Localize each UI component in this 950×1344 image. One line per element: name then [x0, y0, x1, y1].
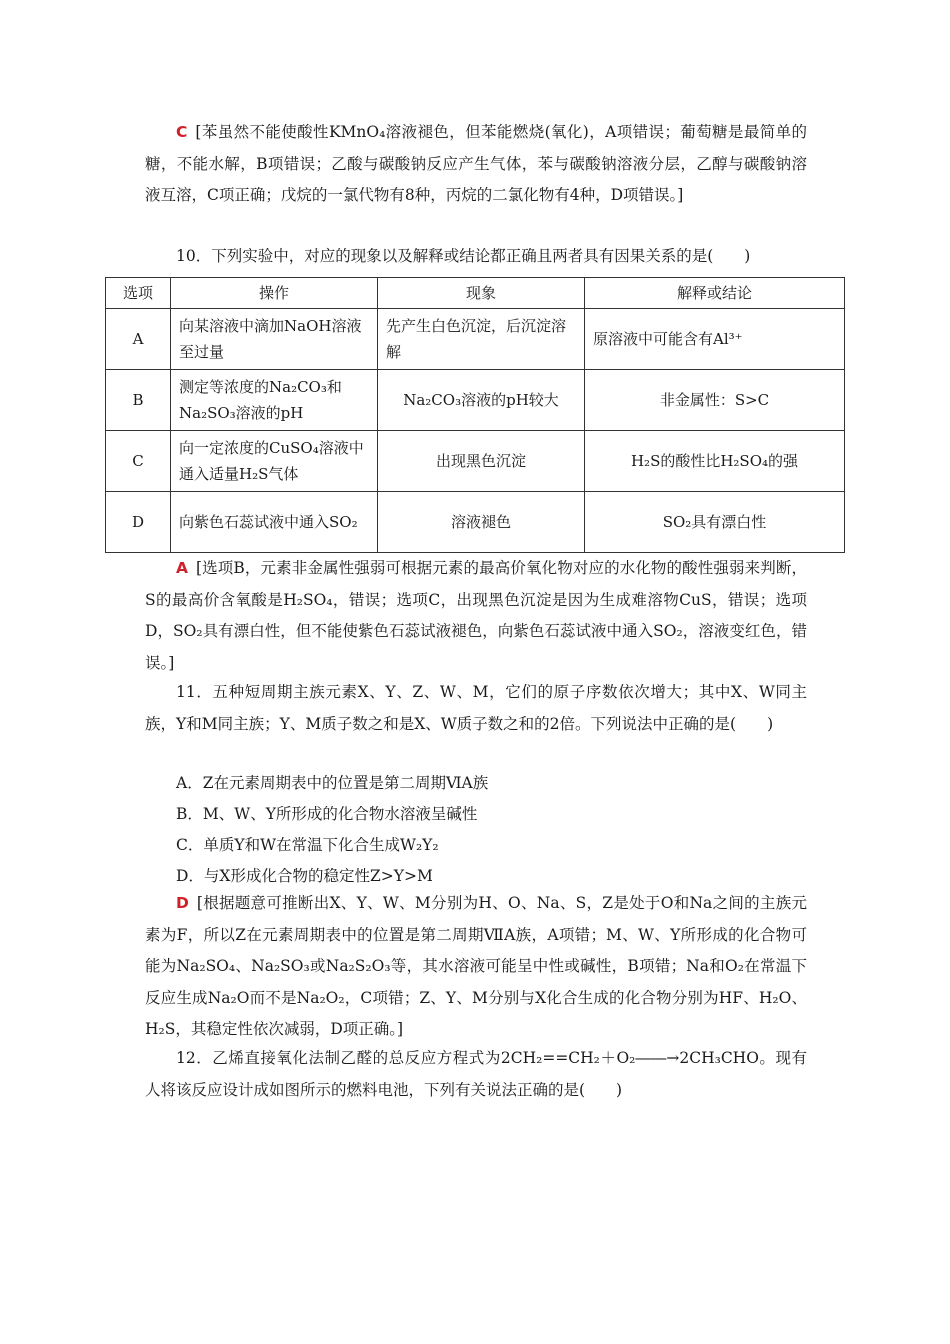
- q9-explanation: [145, 117, 807, 212]
- cell-operation: 向某溶液中滴加NaOH溶液至过量: [171, 309, 378, 370]
- explanation-text: [根据题意可推断出X、Y、W、M分别为H、O、Na、S，Z是处于O和Na之间的主族元素为F，所以Z在元素周期表中的位置是第二周期ⅦA族，A项错；M、W、Y所形成的化合物可能为Na₂SO₄、Na₂SO₃或Na₂S₂O₃等，其水溶液可能呈中性或碱性，B项错；Na和O₂在常温下反应生成Na₂O而不是Na₂O₂，C项错；Z、Y、M分别与X化合生成的化合物分别为HF、H₂O、H₂S，其稳定性依次减弱，D项正确。]: [145, 894, 807, 1038]
- q10-stem: 10．下列实验中，对应的现象以及解释或结论都正确且两者具有因果关系的是( ): [176, 247, 751, 265]
- header-option: 选项: [106, 278, 171, 309]
- cell-phenomenon: 出现黑色沉淀: [378, 431, 585, 492]
- q10-explanation: [145, 553, 807, 679]
- cell-option: D: [106, 492, 171, 553]
- cell-conclusion: SO₂具有漂白性: [585, 492, 845, 553]
- option-a: A．Z在元素周期表中的位置是第二周期ⅥA族: [176, 774, 489, 792]
- cell-phenomenon: 溶液褪色: [378, 492, 585, 553]
- cell-phenomenon: Na₂CO₃溶液的pH较大: [378, 370, 585, 431]
- explanation-text: [苯虽然不能使酸性KMnO₄溶液褪色，但苯能燃烧(氧化)，A项错误；葡萄糖是最简单的糖，不能水解，B项错误；乙酸与碳酸钠反应产生气体，苯与碳酸钠溶液分层，乙醇与碳酸钠溶液互溶，C项正确；戊烷的一氯代物有8种，丙烷的二氯化物有4种，D项错误。]: [145, 123, 807, 204]
- cell-conclusion: 原溶液中可能含有Al³⁺: [585, 309, 845, 370]
- header-phenomenon: 现象: [378, 278, 585, 309]
- table-row: [106, 492, 845, 553]
- answer-letter: A: [176, 559, 188, 577]
- table-row: [106, 309, 845, 370]
- cell-conclusion: H₂S的酸性比H₂SO₄的强: [585, 431, 845, 492]
- answer-letter: D: [176, 894, 189, 912]
- cell-option: A: [106, 309, 171, 370]
- option-c: C．单质Y和W在常温下化合生成W₂Y₂: [176, 836, 439, 854]
- option-b: B．M、W、Y所形成的化合物水溶液呈碱性: [176, 805, 478, 823]
- header-conclusion: 解释或结论: [585, 278, 845, 309]
- table-header-row: [106, 278, 845, 309]
- table-row: [106, 431, 845, 492]
- cell-option: C: [106, 431, 171, 492]
- cell-operation: 测定等浓度的Na₂CO₃和Na₂SO₃溶液的pH: [171, 370, 378, 431]
- q11-explanation: [145, 888, 807, 1046]
- cell-operation: 向一定浓度的CuSO₄溶液中通入适量H₂S气体: [171, 431, 378, 492]
- cell-conclusion: 非金属性：S>C: [585, 370, 845, 431]
- q12-stem: 12．乙烯直接氧化法制乙醛的总反应方程式为2CH₂==CH₂＋O₂――→2CH₃CHO。现有人将该反应设计成如图所示的燃料电池，下列有关说法正确的是( ): [145, 1049, 807, 1099]
- explanation-text: [选项B，元素非金属性强弱可根据元素的最高价氧化物对应的水化物的酸性强弱来判断，S的最高价含氧酸是H₂SO₄，错误；选项C，出现黑色沉淀是因为生成难溶物CuS，错误；选项D，SO₂具有漂白性，但不能使紫色石蕊试液褪色，向紫色石蕊试液中通入SO₂，溶液变红色，错误。]: [145, 559, 807, 672]
- q11-stem: 11．五种短周期主族元素X、Y、Z、W、M，它们的原子序数依次增大；其中X、W同主族，Y和M同主族；Y、M质子数之和是X、W质子数之和的2倍。下列说法中正确的是( ): [145, 683, 807, 733]
- table-row: [106, 370, 845, 431]
- option-d: D．与X形成化合物的稳定性Z>Y>M: [176, 867, 433, 885]
- cell-option: B: [106, 370, 171, 431]
- cell-phenomenon: 先产生白色沉淀，后沉淀溶解: [378, 309, 585, 370]
- answer-letter: C: [176, 123, 188, 141]
- experiment-table: [105, 277, 845, 553]
- cell-operation: 向紫色石蕊试液中通入SO₂: [171, 492, 378, 553]
- header-operation: 操作: [171, 278, 378, 309]
